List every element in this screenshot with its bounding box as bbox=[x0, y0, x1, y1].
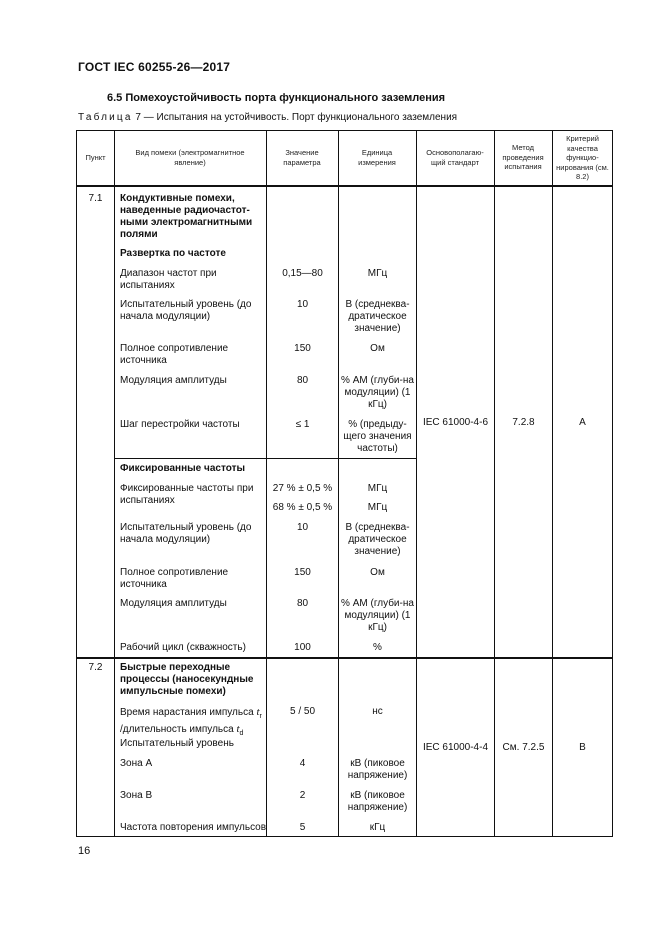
header-item: Пункт bbox=[85, 153, 106, 162]
param-label: Полное сопротивление источника bbox=[120, 343, 229, 366]
param-value: 10 bbox=[296, 299, 309, 310]
test-method-7-2: См. 7.2.5 bbox=[502, 742, 545, 753]
param-label: Шаг перестройки частоты bbox=[120, 419, 240, 430]
section-divider-rule bbox=[76, 657, 613, 659]
subscript: d bbox=[239, 730, 244, 737]
param-unit: МГц bbox=[367, 268, 388, 279]
param-value: 150 bbox=[294, 567, 311, 578]
basic-standard-7-1: IEC 61000-4-6 bbox=[422, 417, 489, 428]
param-value: 5 bbox=[299, 822, 306, 833]
basic-standard-7-2: IEC 61000-4-4 bbox=[422, 742, 489, 753]
param-value: 68 % ± 0,5 % bbox=[272, 502, 333, 513]
table-border-bottom bbox=[76, 836, 613, 837]
header-criterion: Критерий качества функцио-нирования (см. 8.2) bbox=[556, 134, 609, 181]
document-header: ГОСТ IEC 60255-26—2017 bbox=[78, 60, 231, 74]
param-label: Испытательный уровень (до начала модуляции) bbox=[120, 522, 252, 545]
performance-criterion-7-1: А bbox=[579, 417, 586, 428]
col-rule-0 bbox=[76, 130, 77, 837]
param-value: 80 bbox=[296, 598, 309, 609]
param-unit: В (среднеква-дратическое значение) bbox=[345, 299, 410, 334]
param-label: Испытательный уровень bbox=[120, 738, 234, 749]
param-label: Частота повторения импульсов bbox=[120, 822, 267, 833]
param-label: Фиксированные частоты при испытаниях bbox=[120, 483, 254, 506]
param-unit: % АМ (глуби-на модуляции) (1 кГц) bbox=[341, 598, 414, 633]
param-label: Полное сопротивление источника bbox=[120, 567, 229, 590]
param-unit: Ом bbox=[370, 567, 385, 578]
caption-word: Таблица bbox=[78, 112, 133, 123]
param-unit: В (среднеква-дратическое значение) bbox=[345, 522, 410, 557]
symbol-t: t bbox=[256, 706, 260, 718]
param-value: 4 bbox=[299, 758, 306, 769]
fixed-subsection-rule bbox=[114, 458, 416, 459]
param-value: 80 bbox=[296, 375, 309, 386]
param-label: Испытательный уровень (до начала модуляции) bbox=[120, 299, 252, 322]
subsection-fixed: Фиксированные частоты bbox=[120, 463, 246, 474]
param-label: Модуляция амплитуды bbox=[120, 375, 227, 386]
param-label: Диапазон частот при испытаниях bbox=[120, 268, 217, 291]
param-label: Зона В bbox=[120, 790, 153, 801]
item-number-7-2: 7.2 bbox=[88, 662, 103, 673]
param-label: Рабочий цикл (скважность) bbox=[120, 642, 246, 653]
subscript: r bbox=[259, 713, 262, 720]
col-rule-4 bbox=[416, 130, 417, 837]
test-method-7-1: 7.2.8 bbox=[512, 417, 535, 428]
param-unit: % АМ (глуби-на модуляции) (1 кГц) bbox=[341, 375, 414, 410]
param-value: 0,15—80 bbox=[282, 268, 323, 279]
col-rule-5 bbox=[494, 130, 495, 837]
param-unit: кВ (пиковое напряжение) bbox=[347, 790, 408, 813]
page-number: 16 bbox=[78, 845, 91, 857]
table-border-top bbox=[76, 130, 613, 131]
header-type: Вид помехи (электромагнитное явление) bbox=[135, 148, 245, 167]
param-unit: % bbox=[373, 642, 382, 653]
subsection-sweep: Развертка по частоте bbox=[120, 248, 226, 259]
param-value: 5 / 50 bbox=[289, 706, 316, 717]
disturbance-title-7-1: Кондуктивные помехи, наведенные радиочастот-ными электромагнитными полями bbox=[120, 193, 253, 240]
performance-criterion-7-2: В bbox=[579, 742, 586, 753]
section-title: 6.5 Помехоустойчивость порта функционального заземления bbox=[107, 92, 446, 104]
caption-text: 7 — Испытания на устойчивость. Порт функционального заземления bbox=[132, 112, 458, 123]
param-value: 2 bbox=[299, 790, 306, 801]
param-value: 10 bbox=[296, 522, 309, 533]
header-value: Значение параметра bbox=[283, 148, 321, 167]
param-unit: нс bbox=[372, 706, 383, 717]
disturbance-title-7-2: Быстрые переходные процессы (наносекундные импульсные помехи) bbox=[120, 662, 254, 697]
param-value: 100 bbox=[294, 642, 311, 653]
col-rule-6 bbox=[552, 130, 553, 837]
col-rule-1 bbox=[114, 130, 115, 837]
param-unit: кВ (пиковое напряжение) bbox=[347, 758, 408, 781]
param-text: /длительность импульса bbox=[120, 724, 237, 735]
param-unit: МГц bbox=[367, 502, 388, 513]
param-value: 150 bbox=[294, 343, 311, 354]
item-number-7-1: 7.1 bbox=[88, 193, 103, 204]
symbol-t: t bbox=[236, 723, 240, 735]
table-caption bbox=[78, 112, 457, 123]
header-method: Метод проведения испытания bbox=[502, 143, 544, 171]
param-value: ≤ 1 bbox=[295, 419, 310, 430]
param-unit: Ом bbox=[370, 343, 385, 354]
header-standard: Основополагаю-щий стандарт bbox=[426, 148, 484, 167]
header-unit: Единица измерения bbox=[358, 148, 396, 167]
header-bottom-rule bbox=[76, 185, 613, 187]
col-rule-7 bbox=[612, 130, 613, 837]
param-unit: кГц bbox=[369, 822, 386, 833]
param-value: 27 % ± 0,5 % bbox=[272, 483, 333, 494]
param-unit: МГц bbox=[367, 483, 388, 494]
param-unit: % (предыду-щего значения частоты) bbox=[343, 419, 412, 454]
param-label: Зона А bbox=[120, 758, 153, 769]
param-label bbox=[120, 706, 266, 740]
param-text: Время нарастания импульса bbox=[120, 707, 257, 718]
param-label: Модуляция амплитуды bbox=[120, 598, 227, 609]
